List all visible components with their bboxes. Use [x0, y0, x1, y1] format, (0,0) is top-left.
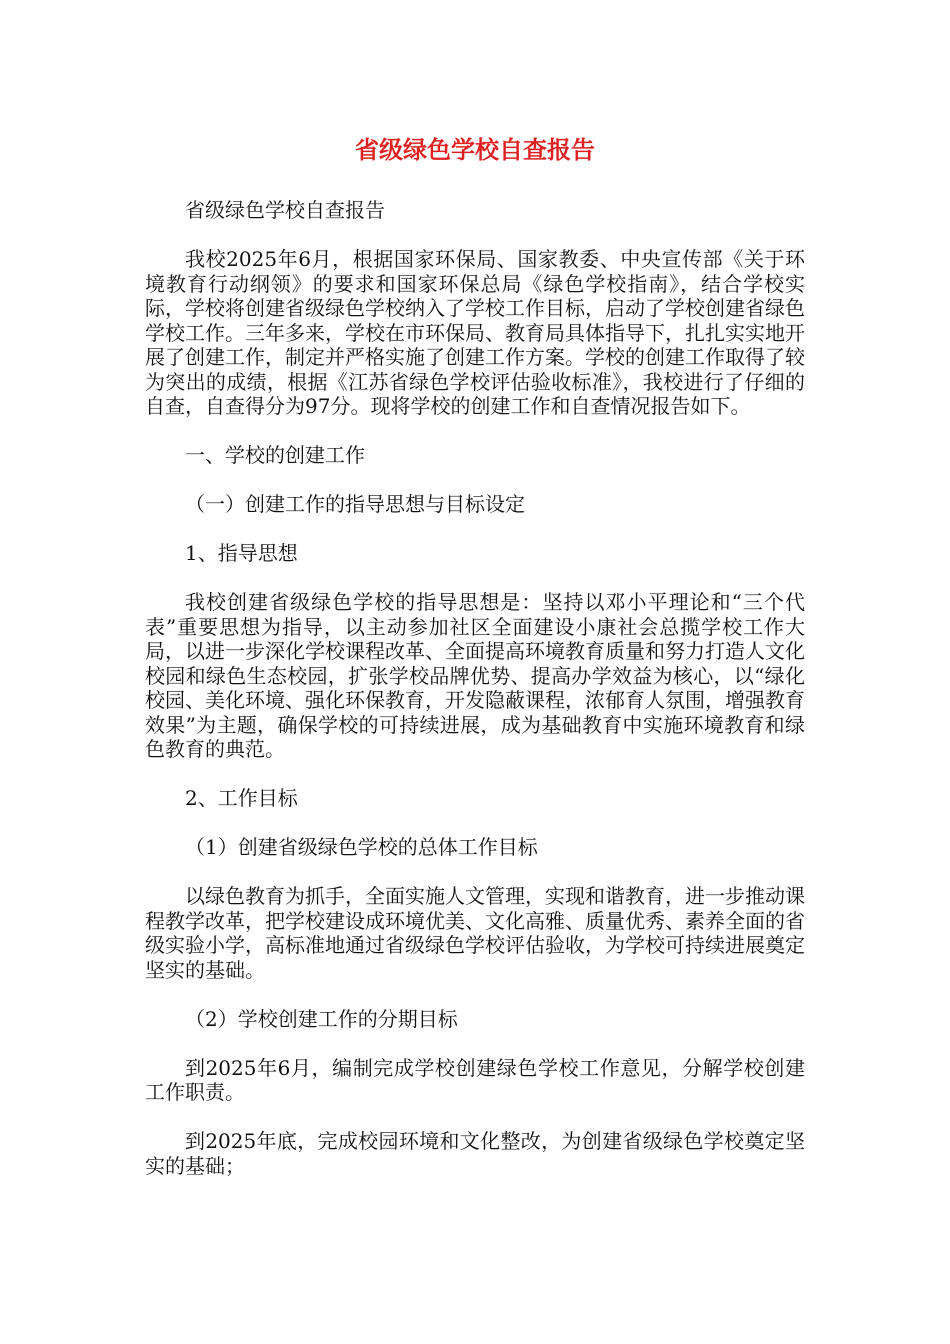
guiding-thought-paragraph: 我校创建省级绿色学校的指导思想是：坚持以邓小平理论和“三个代表”重要思想为指导，以主动参加社区全面建设小康社会总揽学校工作大局，以进一步深化学校课程改革、全面提高环境教育质量和努力打造人文化校园和绿色生态校园，扩张学校品牌优势、提高办学效益为核心，以“绿化校园、美化环境、强化环保教育，开发隐蔽课程，浓郁育人氛围，增强教育效果”为主题，确保学校的可持续进展，成为基础教育中实施环境教育和绿色教育的典范。 — [145, 590, 805, 761]
phased-goal-paragraph-1: 到2025年6月，编制完成学校创建绿色学校工作意见，分解学校创建工作职责。 — [145, 1055, 805, 1104]
document-title: 省级绿色学校自查报告 — [355, 136, 595, 164]
subsection-heading-1: （一）创建工作的指导思想与目标设定 — [185, 492, 525, 516]
item-heading-work-goals: 2、工作目标 — [185, 786, 298, 810]
overall-goal-paragraph: 以绿色教育为抓手，全面实施人文管理，实现和谐教育，进一步推动课程教学改革，把学校建设成环境优美、文化高雅、质量优秀、素养全面的省级实验小学，高标准地通过省级绿色学校评估验收，为学校可持续进展奠定坚实的基础。 — [145, 884, 805, 982]
goal-heading-phased: （2）学校创建工作的分期目标 — [185, 1006, 458, 1031]
subtitle-paragraph: 省级绿色学校自查报告 — [185, 198, 385, 222]
intro-paragraph: 我校2025年6月，根据国家环保局、国家教委、中央宣传部《关于环境教育行动纲领》的要求和国家环保总局《绿色学校指南》，结合学校实际，学校将创建省级绿色学校纳入了学校工作目标，启动了学校创建省绿色学校工作。三年多来，学校在市环保局、教育局具体指导下，扎扎实实地开展了创建工作，制定并严格实施了创建工作方案。学校的创建工作取得了较为突出的成绩，根据《江苏省绿色学校评估验收标准》，我校进行了仔细的自查，自查得分为97分。现将学校的创建工作和自查情况报告如下。 — [145, 247, 805, 418]
section-heading-1: 一、学校的创建工作 — [185, 443, 365, 467]
document-body — [145, 198, 805, 1203]
item-heading-guiding-thought: 1、指导思想 — [185, 541, 298, 565]
goal-heading-overall: （1）创建省级绿色学校的总体工作目标 — [185, 835, 538, 859]
phased-goal-paragraph-2: 到2025年底，完成校园环境和文化整改，为创建省级绿色学校奠定坚实的基础； — [145, 1129, 805, 1178]
